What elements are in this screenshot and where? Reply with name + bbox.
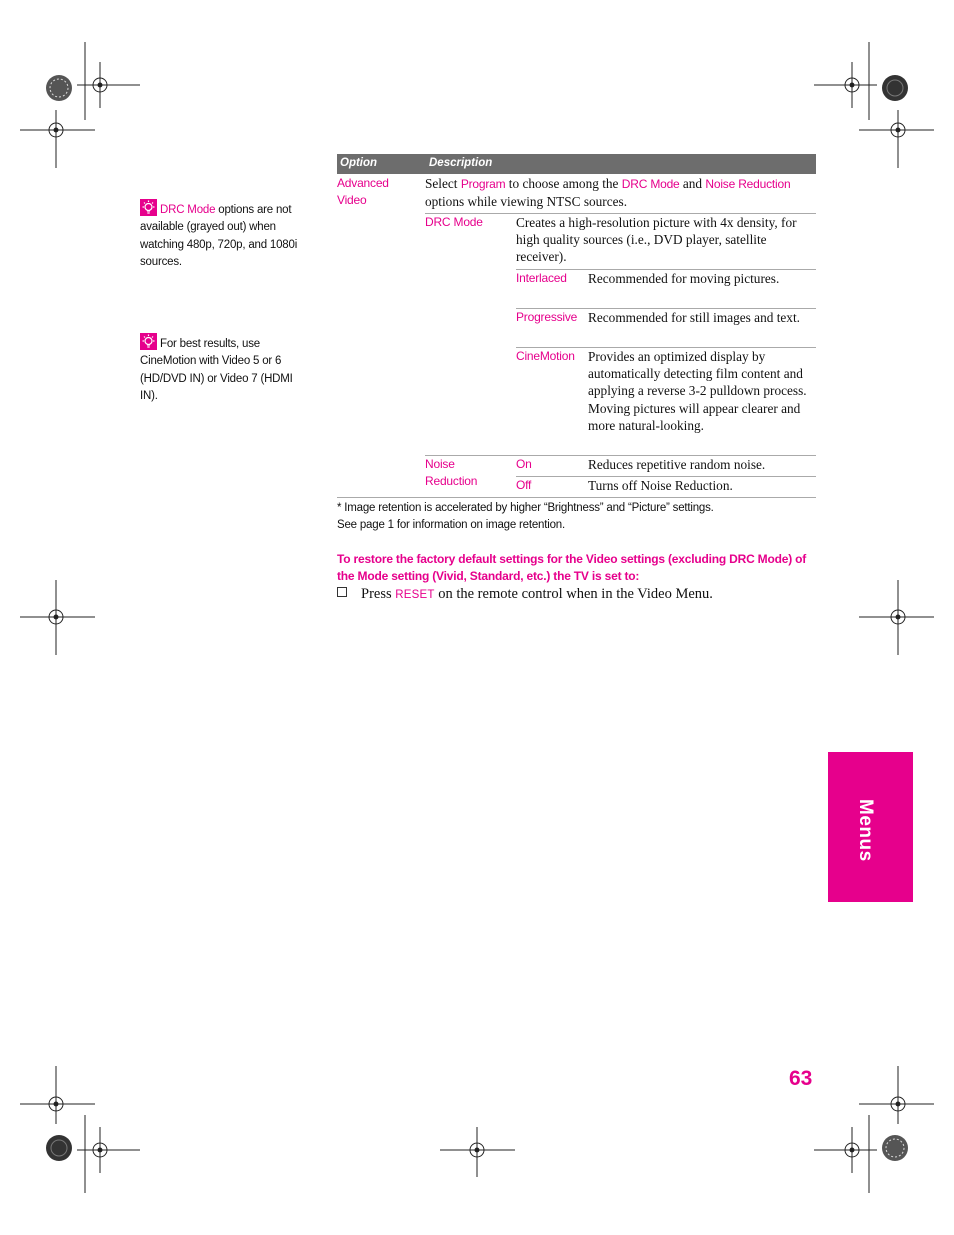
checkbox-bullet-icon bbox=[337, 587, 347, 597]
drc-option-interlaced-desc: Recommended for moving pictures. bbox=[588, 271, 780, 286]
noise-option-on-desc: Reduces repetitive random noise. bbox=[588, 457, 766, 472]
restore-defaults-heading: To restore the factory default settings for the Video settings (excluding DRC Mode) of the Mode setting (Vivid, Standard, etc.) the TV is set to: bbox=[337, 552, 807, 584]
tip-cinemotion bbox=[140, 333, 312, 406]
noise-option-off: Off bbox=[516, 478, 532, 492]
drc-option-cinemotion-desc: Provides an optimized display by automatically detecting film content and applying a reverse 3-2 pulldown process. Moving pictures will appear clearer and more natural-looking. bbox=[588, 349, 807, 433]
term-noise-reduction: Noise Reduction bbox=[705, 177, 791, 191]
drc-option-progressive: Progressive bbox=[516, 310, 578, 324]
noise-option-on: On bbox=[516, 457, 532, 471]
section-tab bbox=[828, 752, 913, 902]
tip-cinemotion-text: For best results, use CineMotion with Video 5 or 6 (HD/DVD IN) or Video 7 (HDMI IN). bbox=[140, 338, 293, 403]
intro-text: to choose among the bbox=[505, 176, 622, 191]
term-program: Program bbox=[460, 177, 506, 191]
intro-text: and bbox=[679, 176, 706, 191]
footnote-line-1: * Image retention is accelerated by higher “Brightness” and “Picture” settings. bbox=[337, 502, 714, 514]
drc-mode-desc: Creates a high-resolution picture with 4x density, for high quality sources (i.e., DVD player, satellite receiver). bbox=[516, 215, 797, 265]
lightbulb-tip-icon bbox=[140, 199, 157, 216]
option-advanced-video: Advanced Video bbox=[337, 176, 389, 208]
drc-option-interlaced: Interlaced bbox=[516, 271, 567, 285]
reset-key: RESET bbox=[395, 589, 435, 601]
header-option: Option bbox=[340, 157, 378, 169]
tip-drc-mode-term: DRC Mode bbox=[160, 204, 216, 216]
tip-drc-mode-text: options are not available (grayed out) when watching 480p, 720p, and 1080i sources. bbox=[140, 204, 298, 269]
step-post: on the remote control when in the Video Menu. bbox=[434, 586, 713, 602]
advanced-video-intro bbox=[425, 175, 810, 210]
table-bottom-rule bbox=[337, 497, 816, 498]
table-header bbox=[337, 154, 816, 174]
tip-drc-mode bbox=[140, 199, 312, 272]
noise-option-off-desc: Turns off Noise Reduction. bbox=[588, 478, 733, 493]
intro-text: Select bbox=[425, 176, 461, 191]
lightbulb-tip-icon bbox=[140, 333, 157, 350]
intro-text: options while viewing NTSC sources. bbox=[425, 194, 628, 210]
drc-mode-label: DRC Mode bbox=[425, 215, 483, 229]
section-tab-label: Menus bbox=[855, 799, 876, 862]
noise-reduction-label: Noise Reduction bbox=[425, 457, 478, 489]
restore-step bbox=[337, 585, 807, 604]
footnote bbox=[337, 500, 817, 534]
drc-option-cinemotion: CineMotion bbox=[516, 349, 575, 363]
header-description: Description bbox=[429, 157, 493, 169]
page-number: 63 bbox=[789, 1067, 813, 1090]
drc-option-progressive-desc: Recommended for still images and text. bbox=[588, 310, 800, 325]
step-pre: Press bbox=[361, 586, 396, 602]
footnote-line-2: See page 1 for information on image retention. bbox=[337, 519, 565, 532]
term-drc-mode: DRC Mode bbox=[621, 177, 680, 191]
